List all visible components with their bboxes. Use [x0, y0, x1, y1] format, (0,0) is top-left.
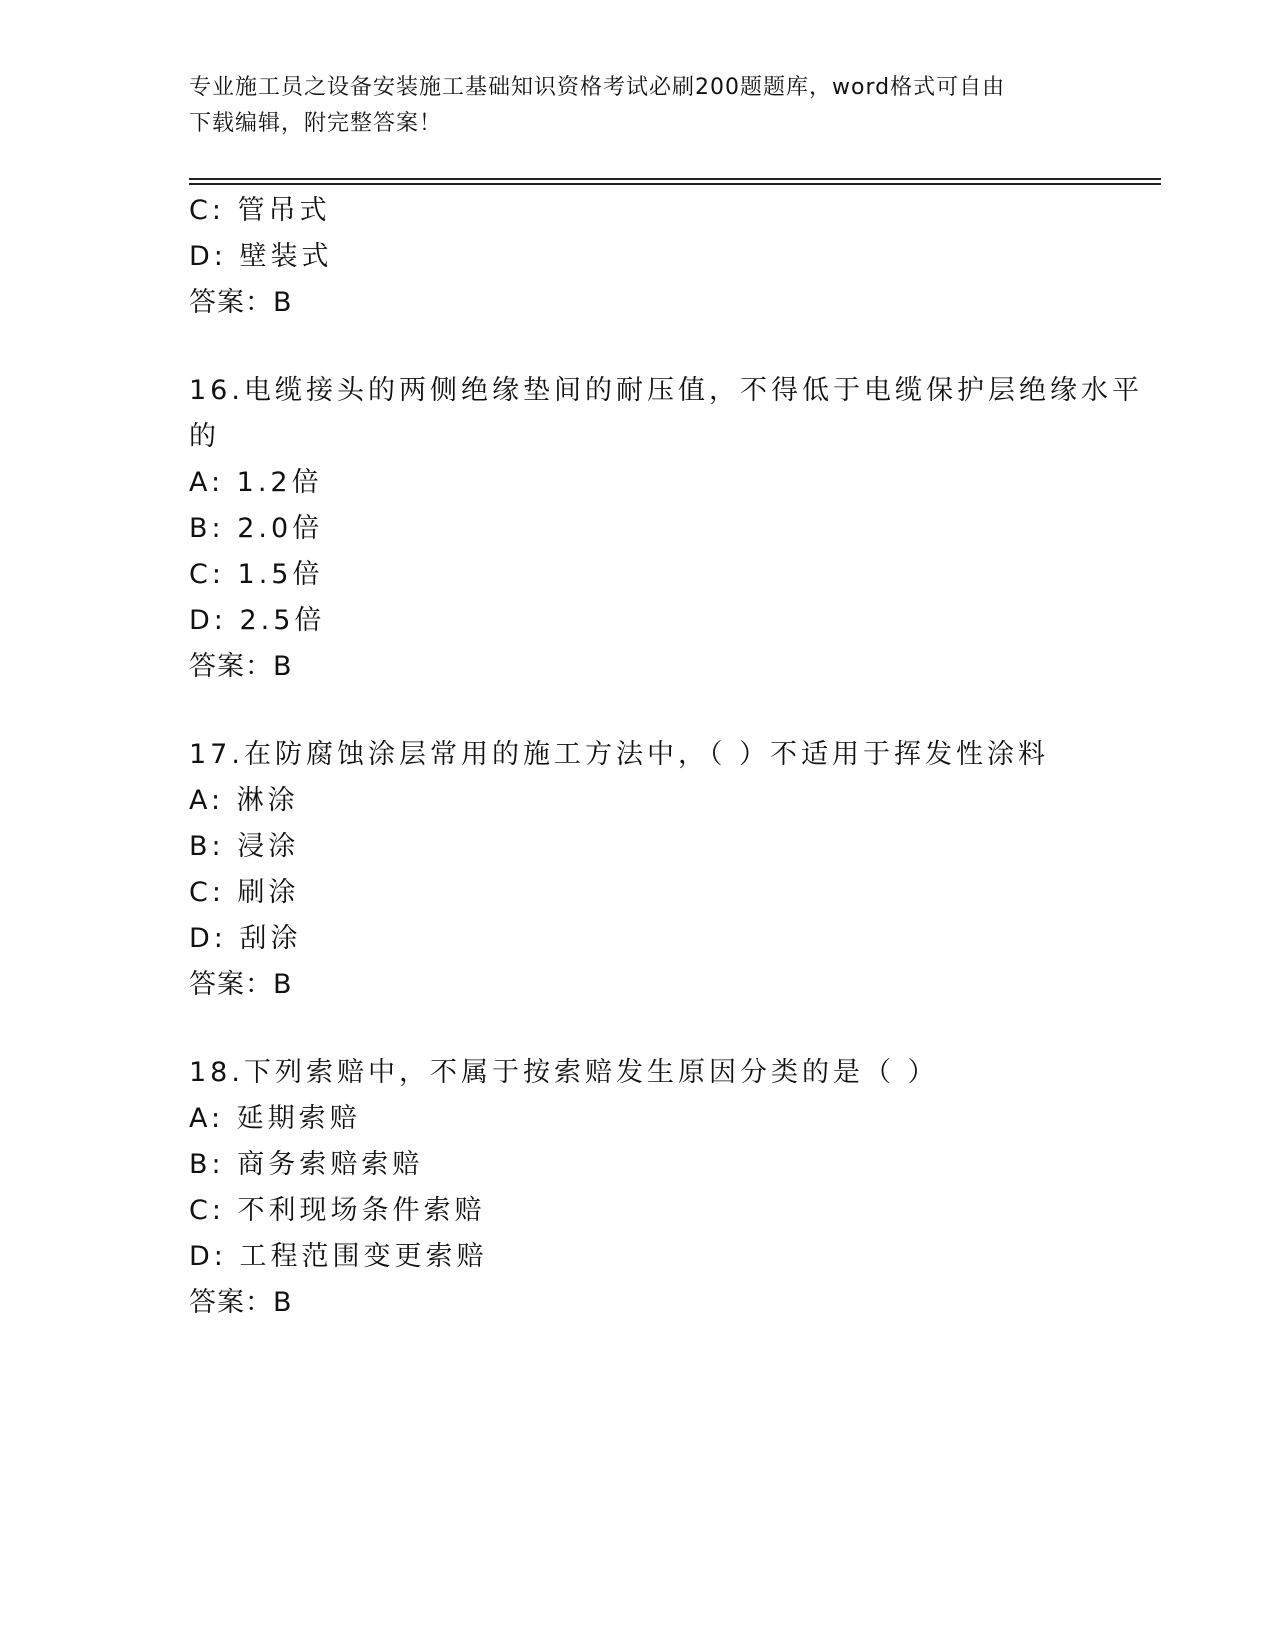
question-stem-continued: 的	[189, 421, 220, 452]
header-line-2: 下载编辑，附完整答案！	[189, 111, 443, 136]
option-b: B: 浸涂	[189, 831, 300, 862]
answer: 答案：B	[189, 1287, 293, 1318]
question-list	[189, 188, 1143, 1326]
option-d: D: 刮涂	[189, 923, 302, 954]
spacer	[189, 690, 1089, 732]
question-18	[189, 1050, 1089, 1326]
question-stem: 17.在防腐蚀涂层常用的施工方法中，（ ）不适用于挥发性涂料	[189, 739, 1050, 770]
option-c: C: 管吊式	[189, 195, 331, 226]
question-stem: 16.电缆接头的两侧绝缘垫间的耐压值，不得低于电缆保护层绝缘水平	[189, 375, 1143, 406]
option-d: D: 工程范围变更索赔	[189, 1241, 488, 1272]
document-header	[189, 70, 1069, 142]
header-line-1: 专业施工员之设备安装施工基础知识资格考试必刷200题题库，word格式可自由	[189, 75, 1006, 100]
question-17	[189, 732, 1089, 1008]
option-c: C: 1.5倍	[189, 559, 324, 590]
option-d: D: 2.5倍	[189, 605, 326, 636]
question-stem: 18.下列索赔中，不属于按索赔发生原因分类的是（ ）	[189, 1057, 939, 1088]
spacer	[189, 326, 1089, 368]
option-a: A: 淋涂	[189, 785, 299, 816]
question-15	[189, 188, 1089, 326]
option-b: B: 2.0倍	[189, 513, 324, 544]
answer: 答案：B	[189, 651, 293, 682]
answer: 答案：B	[189, 287, 293, 318]
option-d: D: 壁装式	[189, 241, 333, 272]
option-a: A: 延期索赔	[189, 1103, 361, 1134]
option-a: A: 1.2倍	[189, 467, 323, 498]
header-divider-top	[189, 178, 1161, 180]
option-c: C: 不利现场条件索赔	[189, 1195, 486, 1226]
answer: 答案：B	[189, 969, 293, 1000]
option-b: B: 商务索赔索赔	[189, 1149, 424, 1180]
question-16	[189, 368, 1143, 690]
option-c: C: 刷涂	[189, 877, 300, 908]
header-divider-bottom	[189, 183, 1161, 185]
spacer	[189, 1008, 1089, 1050]
